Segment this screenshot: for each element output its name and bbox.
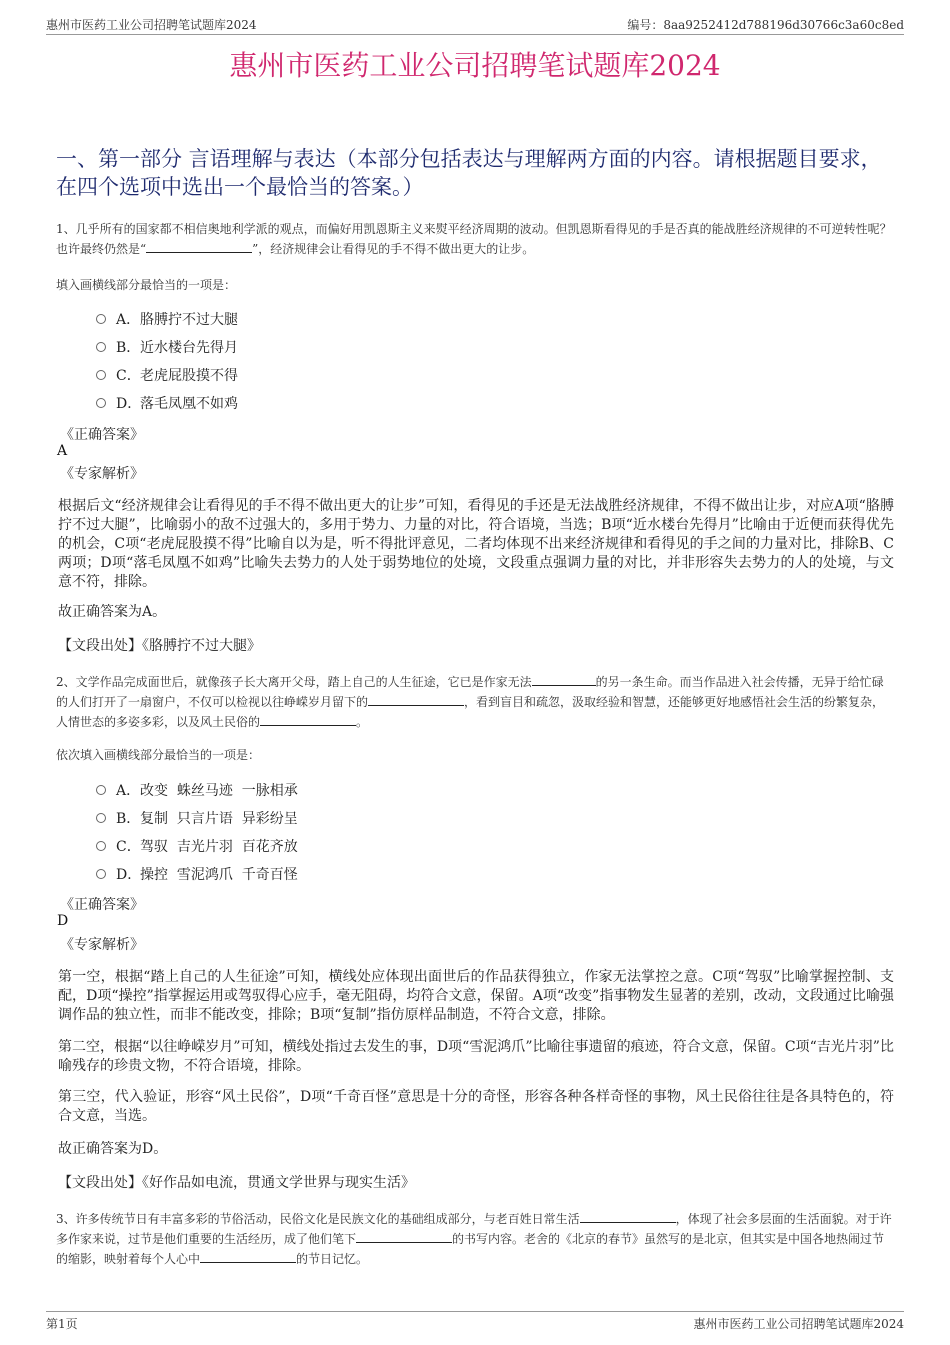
radio-icon[interactable] [96,841,106,851]
question-2-option-a[interactable]: A． 改变 蛛丝马迹 一脉相承 [96,780,298,800]
question-1-conclusion: 故正确答案为A。 [58,604,167,620]
answer-blank [580,1210,676,1223]
question-2-option-c[interactable]: C． 驾驭 吉光片羽 百花齐放 [96,836,298,856]
section-heading: 一、第一部分 言语理解与表达（本部分包括表达与理解两方面的内容。请根据题目要求，在四个选项中选出一个最恰当的答案。） [56,147,882,199]
question-2-analysis-1: 第一空，根据“踏上自己的人生征途”可知，横线处应体现出面世后的作品获得独立，作家无法掌控之意。C项“驾驭”比喻掌握控制、支配，D项“操控”指掌握运用或驾驭得心应手，毫无阻碍，均符合文意，保留。A项“改变”指事物发生显著的差别，改动，文段通过比喻强调作品的独立性，而非不能改变，排除；B项“复制”指仿原样品制造，不符合文意，排除。 [58,969,894,1023]
header-doc-title: 惠州市医药工业公司招聘笔试题库2024 [46,18,257,32]
question-1-analysis-label: 《专家解析》 [60,466,144,482]
footer-doc-title: 惠州市医药工业公司招聘笔试题库2024 [693,1317,904,1331]
question-2-source: 【文段出处】《好作品如电流，贯通文学世界与现实生活》 [58,1175,415,1191]
question-2-text: 2、文学作品完成面世后，就像孩子长大离开父母，踏上自己的人生征途，它已是作家无法 的另一条生命。而当作品进入社会传播，无异于给忙碌的人们打开了一扇窗户，不仅可以检视以往峥嵘岁月留下的 ，看到盲目和疏忽，汲取经验和智慧，还能够更好地感悟社会生活的纷繁复杂，人情世态的多姿多彩，以及风土民俗的 。 [56,675,885,729]
question-1-answer: A [57,443,68,459]
question-2-option-b[interactable]: B． 复制 只言片语 异彩纷呈 [96,808,298,828]
header-doc-id: 编号：8aa9252412d788196d30766c3a60c8ed [627,18,904,32]
radio-icon[interactable] [96,869,106,879]
question-2-option-d[interactable]: D． 操控 雪泥鸿爪 千奇百怪 [96,864,298,884]
answer-blank [356,1230,452,1243]
question-1-option-a[interactable]: A． 胳膊拧不过大腿 [96,309,238,329]
page-header [46,14,904,35]
radio-icon[interactable] [96,370,106,380]
question-1-option-b[interactable]: B． 近水楼台先得月 [96,337,238,357]
radio-icon[interactable] [96,398,106,408]
page-title: 惠州市医药工业公司招聘笔试题库2024 [229,49,721,82]
page-number: 第1页 [46,1317,78,1331]
radio-icon[interactable] [96,813,106,823]
question-2-analysis-3: 第三空，代入验证，形容“风土民俗”，D项“千奇百怪”意思是十分的奇怪，形容各种各样奇怪的事物，风土民俗往往是各具特色的，符合文意，当选。 [58,1089,894,1124]
question-2-conclusion: 故正确答案为D。 [58,1141,168,1157]
radio-icon[interactable] [96,785,106,795]
question-2-answer-label: 《正确答案》 [60,897,144,913]
radio-icon[interactable] [96,314,106,324]
question-3-text: 3、许多传统节日有丰富多彩的节俗活动，民俗文化是民族文化的基础组成部分，与老百姓日常生活 ，体现了社会多层面的生活面貌。对于许多作家来说，过节是他们重要的生活经历，成了他们笔下 的书写内容。老舍的《北京的春节》虽然写的是北京，但其实是中国各地热闹过节的缩影，映射着每个人心中 的节日记忆。 [56,1212,892,1266]
question-1-text: 1、几乎所有的国家都不相信奥地利学派的观点，而偏好用凯恩斯主义来熨平经济周期的波动。但凯恩斯看得见的手是否真的能战胜经济规律的不可逆转性呢？也许最终仍然是“ ”，经济规律会让看得见的手不得不做出更大的让步。 [56,222,892,256]
answer-blank [532,673,596,686]
question-1-analysis: 根据后文“经济规律会让看得见的手不得不做出更大的让步”可知，看得见的手还是无法战胜经济规律，不得不做出让步，对应A项“胳膊拧不过大腿”，比喻弱小的敌不过强大的，多用于势力、力量的对比，符合语境，当选；B项“近水楼台先得月”比喻由于近便而获得优先的机会，C项“老虎屁股摸不得”比喻自以为是，听不得批评意见，二者均体现不出来经济规律和看得见的手之间的力量对比，排除B、C两项；D项“落毛凤凰不如鸡”比喻失去势力的人处于弱势地位的处境，文段重点强调力量的对比，并非形容失去势力的人的处境，与文意不符，排除。 [58,498,894,590]
question-2-analysis-label: 《专家解析》 [60,937,144,953]
question-1-answer-label: 《正确答案》 [60,427,144,443]
answer-blank [146,240,252,253]
question-2-prompt: 依次填入画横线部分最恰当的一项是： [56,748,261,762]
page-footer [46,1311,904,1334]
question-1-source: 【文段出处】《胳膊拧不过大腿》 [58,638,261,654]
question-1-prompt: 填入画横线部分最恰当的一项是： [56,278,237,292]
question-2-analysis-2: 第二空，根据“以往峥嵘岁月”可知，横线处指过去发生的事，D项“雪泥鸿爪”比喻往事遗留的痕迹，符合文意，保留。C项“吉光片羽”比喻残存的珍贵文物，不符合语境，排除。 [58,1039,894,1074]
question-1-option-d[interactable]: D． 落毛凤凰不如鸡 [96,393,238,413]
answer-blank [260,713,356,726]
question-1-option-c[interactable]: C． 老虎屁股摸不得 [96,365,238,385]
question-2-answer: D [57,913,69,929]
answer-blank [200,1250,296,1263]
answer-blank [368,693,464,706]
radio-icon[interactable] [96,342,106,352]
